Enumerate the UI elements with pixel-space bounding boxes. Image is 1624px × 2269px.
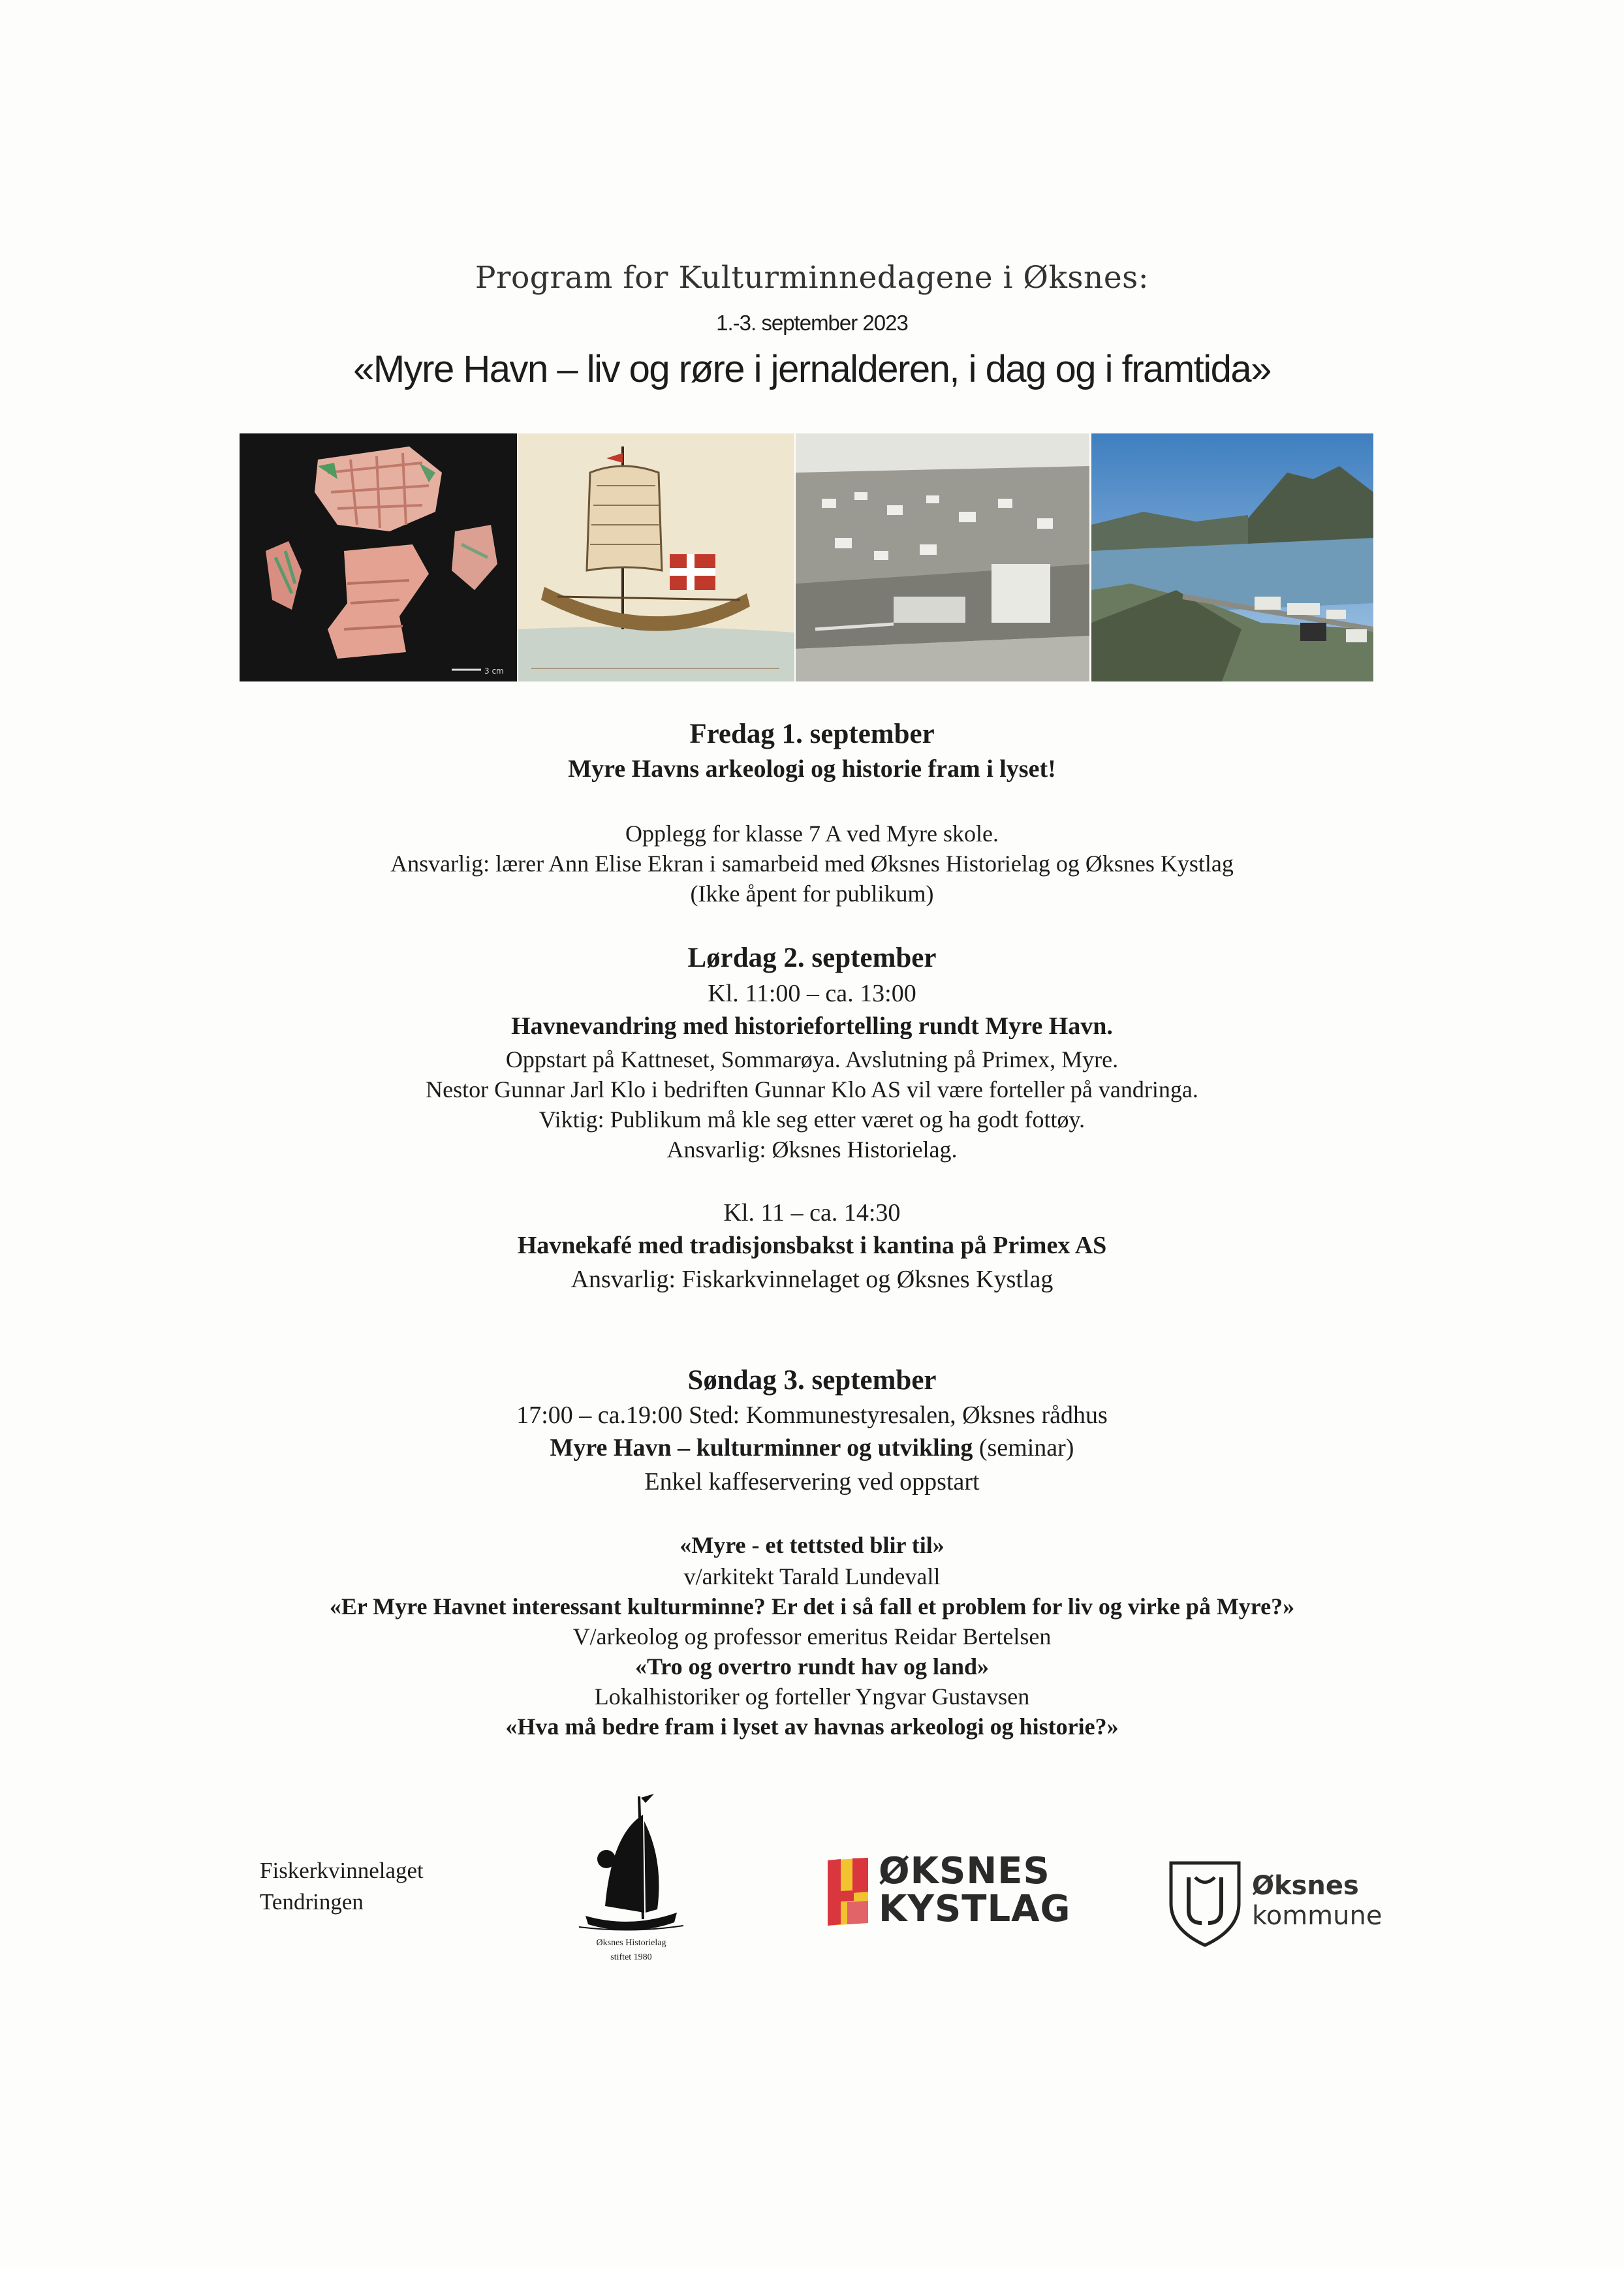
talk-title: «Myre - et tettsted blir til» (679, 1532, 945, 1558)
friday-line: Ansvarlig: lærer Ann Elise Ekran i samarbeid med Øksnes Historielag og Øksnes Kystlag (390, 851, 1234, 877)
kommune-name: Øksnes (1252, 1871, 1359, 1901)
historielag-caption (559, 1936, 703, 1965)
kommune-shield-icon (1166, 1858, 1244, 1949)
sunday-refreshments: Enkel kaffeservering ved oppstart (644, 1468, 980, 1495)
saturday-event-1-line: Nestor Gunnar Jarl Klo i bedriften Gunnar Klo AS vil være forteller på vandringa. (426, 1076, 1198, 1103)
sunday-seminar (0, 1433, 1624, 1462)
kystlag-line-2: KYSTLAG (879, 1888, 1071, 1930)
friday-line: (Ikke åpent for publikum) (690, 881, 934, 907)
program-title: Program for Kulturminnedagene i Øksnes: (475, 260, 1149, 296)
scale-label: 3 cm (484, 666, 504, 676)
saturday-event-1-line: Oppstart på Kattneset, Sommarøya. Avslutning på Primex, Myre. (505, 1046, 1119, 1072)
saturday-event-2: Havnekafé med tradisjonsbakst i kantina på Primex AS (517, 1232, 1107, 1259)
saturday-event-2-responsible: Ansvarlig: Fiskarkvinnelaget og Øksnes Kystlag (570, 1266, 1054, 1293)
harbor-aerial-photo (1091, 433, 1373, 681)
saturday-time-2: Kl. 11 – ca. 14:30 (723, 1199, 901, 1227)
kystlag-line-1: ØKSNES (879, 1850, 1050, 1892)
sunday-time: 17:00 – ca.19:00 Sted: Kommunestyresalen, Øksnes rådhus (516, 1401, 1108, 1429)
saturday-event-1-line: Ansvarlig: Øksnes Historielag. (666, 1136, 958, 1163)
talk-speaker: Lokalhistoriker og forteller Yngvar Gustavsen (594, 1683, 1030, 1710)
program-dates: 1.-3. september 2023 (716, 311, 908, 335)
sunday-heading: Søndag 3. september (687, 1365, 937, 1396)
kommune-logo (1252, 1871, 1382, 1931)
talk-title: «Hva må bedre fram i lyset av havnas arkeologi og historie?» (505, 1713, 1119, 1740)
pottery-shards-photo (240, 433, 517, 681)
saturday-event-1-line: Viktig: Publikum må kle seg etter været og ha godt fottøy. (539, 1106, 1085, 1133)
talk-title: «Tro og overtro rundt hav og land» (634, 1653, 990, 1680)
talk-speaker: v/arkitekt Tarald Lundevall (683, 1563, 941, 1589)
fiskerkvinnelaget-logo (260, 1855, 424, 1918)
saturday-heading: Lørdag 2. september (687, 943, 937, 973)
saturday-time-1: Kl. 11:00 – ca. 13:00 (708, 980, 916, 1007)
friday-headline: Myre Havns arkeologi og historie fram i lyset! (568, 755, 1056, 783)
fiskerkvinnelaget-name: Fiskerkvinnelaget (260, 1858, 424, 1883)
talk-title: «Er Myre Havnet interessant kulturminne? Er det i så fall et problem for liv og virke på Myre?» (329, 1593, 1295, 1620)
kystlag-logo (879, 1850, 1071, 1930)
seminar-suffix: (seminar) (973, 1434, 1074, 1462)
fiskerkvinnelaget-subname: Tendringen (260, 1889, 364, 1915)
seminar-title: Myre Havn – kulturminner og utvikling (550, 1434, 973, 1462)
friday-line: Opplegg for klasse 7 A ved Myre skole. (625, 821, 999, 847)
historielag-founded: stiftet 1980 (610, 1952, 652, 1962)
talk-speaker: V/arkeolog og professor emeritus Reidar Bertelsen (572, 1623, 1052, 1650)
saturday-event-1: Havnevandring med historiefortelling rundt Myre Havn. (511, 1012, 1113, 1040)
program-theme: «Myre Havn – liv og røre i jernalderen, i dag og i framtida» (353, 348, 1271, 390)
viking-ship-drawing (518, 433, 794, 681)
friday-heading: Fredag 1. september (689, 719, 935, 749)
historielag-name: Øksnes Historielag (596, 1938, 666, 1948)
historic-town-photo (796, 433, 1089, 681)
kommune-label: kommune (1252, 1901, 1382, 1931)
